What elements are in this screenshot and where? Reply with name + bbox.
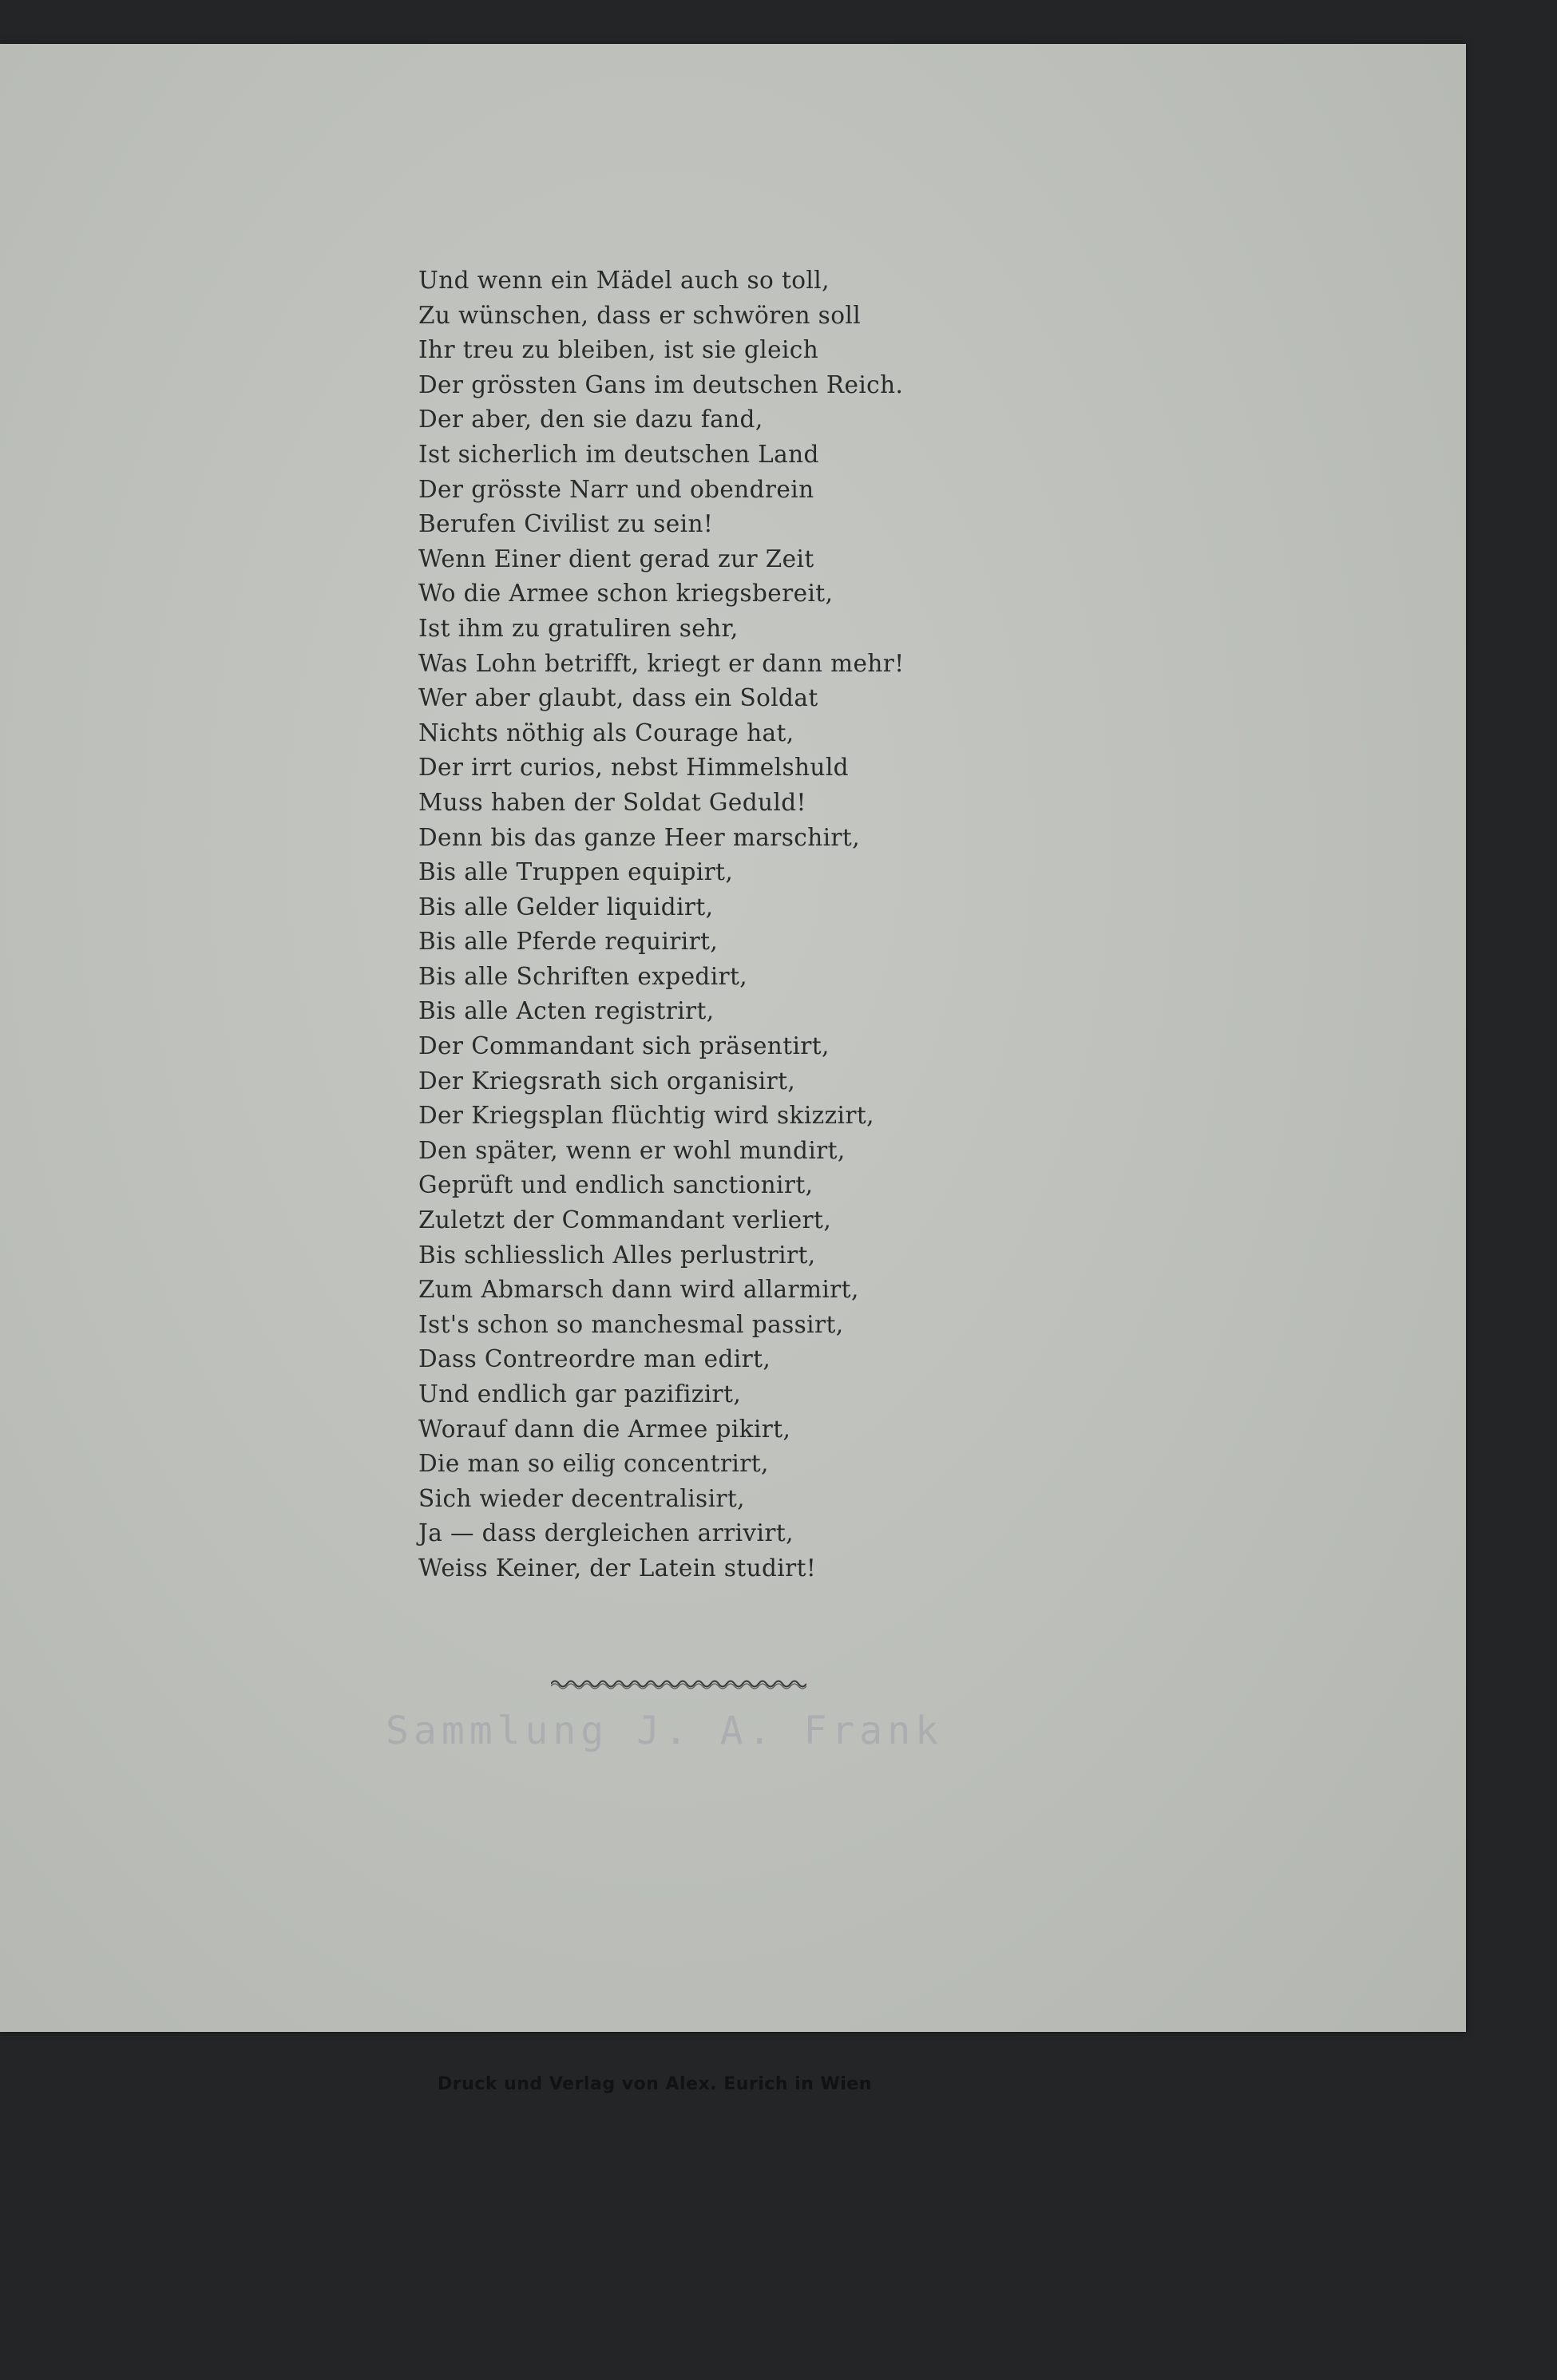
poem-line: Was Lohn betrifft, kriegt er dann mehr! bbox=[418, 649, 905, 677]
poem-line: Zuletzt der Commandant verliert, bbox=[418, 1206, 832, 1234]
poem-line: Den später, wenn er wohl mundirt, bbox=[418, 1136, 846, 1164]
poem-line: Ihr treu zu bleiben, ist sie gleich bbox=[418, 336, 819, 364]
poem-line: Bis alle Acten registrirt, bbox=[418, 997, 715, 1025]
poem-line: Der Kriegsrath sich organisirt, bbox=[418, 1067, 796, 1095]
poem-line: Sich wieder decentralisirt, bbox=[418, 1484, 745, 1512]
poem-line: Bis alle Gelder liquidirt, bbox=[418, 893, 714, 921]
poem-line: Geprüft und endlich sanctionirt, bbox=[418, 1171, 814, 1199]
poem-line: Wo die Armee schon kriegsbereit, bbox=[418, 580, 834, 608]
poem-line: Ist ihm zu gratuliren sehr, bbox=[418, 614, 739, 642]
poem-line: Ist sicherlich im deutschen Land bbox=[418, 440, 819, 468]
poem-line: Nichts nöthig als Courage hat, bbox=[418, 719, 794, 746]
poem-line: Der grösste Narr und obendrein bbox=[418, 475, 814, 503]
wavy-divider-ornament bbox=[551, 1675, 806, 1693]
poem-line: Bis alle Truppen equipirt, bbox=[418, 858, 734, 886]
poem-line: Wer aber glaubt, dass ein Soldat bbox=[418, 684, 818, 712]
poem-line: Der grössten Gans im deutschen Reich. bbox=[418, 370, 904, 398]
poem-line: Wenn Einer dient gerad zur Zeit bbox=[418, 545, 814, 572]
poem-text bbox=[418, 263, 1217, 1586]
poem-line: Ist's schon so manchesmal passirt, bbox=[418, 1310, 844, 1338]
poem-line: Der aber, den sie dazu fand, bbox=[418, 406, 763, 434]
poem-line: Und endlich gar pazifizirt, bbox=[418, 1380, 742, 1408]
poem-line: Und wenn ein Mädel auch so toll, bbox=[418, 267, 830, 294]
poem-line: Der Commandant sich präsentirt, bbox=[418, 1032, 830, 1060]
poem-line: Bis alle Schriften expedirt, bbox=[418, 962, 748, 990]
poem-line: Zu wünschen, dass er schwören soll bbox=[418, 301, 862, 329]
printer-imprint: Druck und Verlag von Alex. Eurich in Wien bbox=[438, 2074, 872, 2094]
poem-line: Muss haben der Soldat Geduld! bbox=[418, 788, 806, 816]
poem-line: Zum Abmarsch dann wird allarmirt, bbox=[418, 1276, 859, 1304]
poem-line: Dass Contreordre man edirt, bbox=[418, 1345, 771, 1373]
poem-line: Der irrt curios, nebst Himmelshuld bbox=[418, 754, 849, 782]
poem-line: Bis schliesslich Alles perlustrirt, bbox=[418, 1241, 816, 1269]
poem-line: Bis alle Pferde requirirt, bbox=[418, 928, 719, 956]
collection-stamp: Sammlung J. A. Frank bbox=[386, 1709, 943, 1753]
poem-line: Ja — dass dergleichen arrivirt, bbox=[418, 1519, 794, 1547]
poem-line: Denn bis das ganze Heer marschirt, bbox=[418, 823, 860, 851]
poem-line: Berufen Civilist zu sein! bbox=[418, 510, 714, 538]
poem-line: Der Kriegsplan flüchtig wird skizzirt, bbox=[418, 1102, 874, 1130]
poem-line: Worauf dann die Armee pikirt, bbox=[418, 1415, 791, 1443]
poem-line: Weiss Keiner, der Latein studirt! bbox=[418, 1554, 817, 1582]
poem-line: Die man so eilig concentrirt, bbox=[418, 1450, 769, 1478]
